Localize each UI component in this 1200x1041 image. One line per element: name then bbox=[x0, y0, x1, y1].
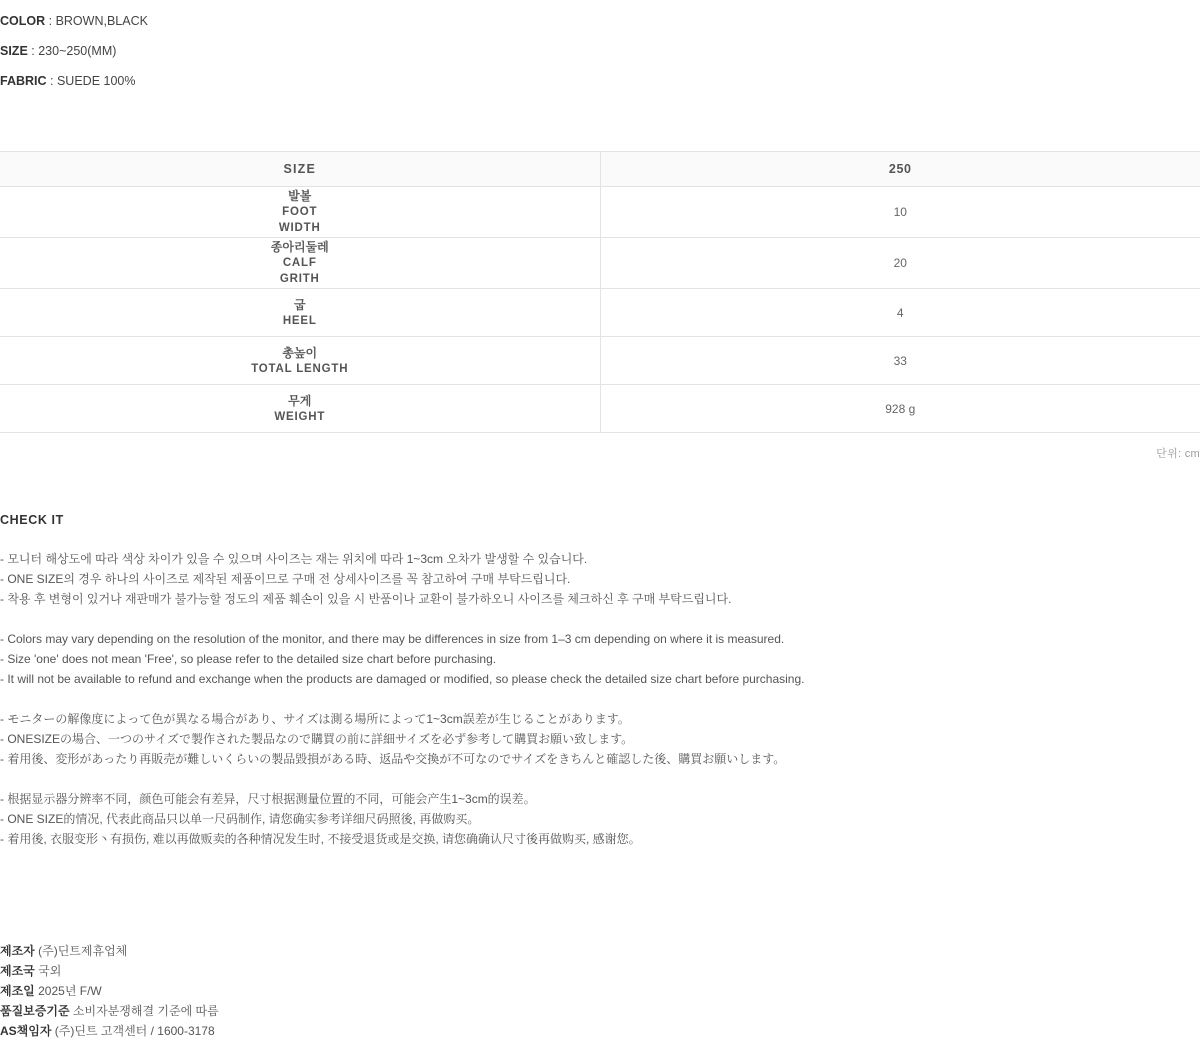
note-group-korean bbox=[0, 549, 1200, 609]
measure-label-en: TOTAL LENGTH bbox=[251, 362, 349, 375]
measure-value-total-length: 33 bbox=[600, 337, 1200, 385]
note-group-japanese bbox=[0, 709, 1200, 769]
note-line: - 着用後, 衣服变形丶有损伤, 难以再做贩卖的各种情况发生时, 不接受退货或是交换, 请您确确认尺寸後再做购买, 感谢您。 bbox=[0, 832, 641, 846]
spec-row-size bbox=[0, 36, 1200, 66]
maker-value: (주)딘트 고객센터 / 1600-3178 bbox=[54, 1024, 215, 1038]
spec-key-fabric: FABRIC bbox=[0, 74, 47, 88]
maker-row-as-contact bbox=[0, 1021, 1200, 1041]
maker-row-manufacturer bbox=[0, 941, 1200, 961]
note-line: - 모니터 해상도에 따라 색상 차이가 있을 수 있으며 사이즈는 재는 위치에 따라 1~3cm 오차가 발생할 수 있습니다. bbox=[0, 552, 588, 566]
maker-key: 제조국 bbox=[0, 964, 35, 978]
maker-key: AS책임자 bbox=[0, 1024, 52, 1038]
size-unit-note: 단위: cm bbox=[1156, 448, 1200, 460]
spec-row-color bbox=[0, 6, 1200, 36]
note-line: - 착용 후 변형이 있거나 재판매가 불가능할 정도의 제품 훼손이 있을 시 반품이나 교환이 불가하오니 사이즈를 체크하신 후 구매 부탁드립니다. bbox=[0, 592, 732, 606]
check-it-section bbox=[0, 513, 1200, 849]
maker-key: 제조자 bbox=[0, 944, 35, 958]
note-line: - Size 'one' does not mean 'Free', so please refer to the detailed size chart before purchasing. bbox=[0, 652, 497, 666]
spec-row-fabric bbox=[0, 66, 1200, 96]
measure-label-kr: 총높이 bbox=[282, 345, 318, 360]
table-header-size-value: 250 bbox=[600, 152, 1200, 187]
check-it-title: CHECK IT bbox=[0, 513, 64, 527]
table-header-row bbox=[0, 152, 1200, 187]
manufacturer-info bbox=[0, 941, 1200, 1041]
table-row bbox=[0, 385, 1200, 433]
maker-key: 제조일 bbox=[0, 984, 35, 998]
maker-value: (주)딘트제휴업체 bbox=[38, 944, 128, 958]
measure-label-kr: 굽 bbox=[293, 297, 306, 312]
note-line: - 着用後、変形があったり再販売が難しいくらいの製品毀損がある時、返品や交換が不可なのでサイズをきちんと確認した後、購買お願いします。 bbox=[0, 752, 786, 766]
size-chart-section bbox=[0, 151, 1200, 461]
note-line: - It will not be available to refund and exchange when the products are damaged or modified, so please check the detailed size chart before purchasing. bbox=[0, 672, 805, 686]
size-chart-table bbox=[0, 151, 1200, 433]
maker-value: 2025년 F/W bbox=[38, 984, 102, 998]
product-spec-list bbox=[0, 0, 1200, 96]
measure-label-en: FOOT bbox=[282, 206, 318, 218]
measure-label-weight bbox=[0, 385, 600, 433]
measure-value-calf-girth: 20 bbox=[600, 238, 1200, 289]
measure-label-kr: 종아리둘레 bbox=[270, 240, 329, 254]
measure-label-foot-width bbox=[0, 187, 600, 238]
measure-value-heel: 4 bbox=[600, 289, 1200, 337]
note-line: - ONESIZEの場合、一つのサイズで製作された製品なので購買の前に詳細サイズを必ず参考して購買お願い致します。 bbox=[0, 732, 634, 746]
maker-row-country bbox=[0, 961, 1200, 981]
measure-label-en2: WIDTH bbox=[278, 222, 321, 234]
note-line: - ONE SIZE的情况, 代表此商品只以单一尺码制作, 请您确实参考详细尺码照後, 再做购买。 bbox=[0, 812, 480, 826]
note-line: - Colors may vary depending on the resolution of the monitor, and there may be differences in size from 1–3 cm depending on where it is measured. bbox=[0, 632, 785, 646]
table-row bbox=[0, 337, 1200, 385]
measure-label-kr: 무게 bbox=[288, 393, 312, 408]
spec-key-size: SIZE bbox=[0, 44, 28, 58]
note-line: - ONE SIZE의 경우 하나의 사이즈로 제작된 제품이므로 구매 전 상세사이즈를 꼭 참고하여 구매 부탁드립니다. bbox=[0, 572, 571, 586]
note-group-english bbox=[0, 629, 1200, 689]
spec-value-color: : BROWN,BLACK bbox=[48, 14, 148, 28]
note-group-chinese bbox=[0, 789, 1200, 849]
measure-value-foot-width: 10 bbox=[600, 187, 1200, 238]
measure-label-en: CALF bbox=[282, 257, 317, 269]
table-header-size-label: SIZE bbox=[0, 152, 600, 187]
spec-key-color: COLOR bbox=[0, 14, 46, 28]
measure-label-total-length bbox=[0, 337, 600, 385]
table-row bbox=[0, 187, 1200, 238]
measure-label-heel bbox=[0, 289, 600, 337]
maker-row-warranty bbox=[0, 1001, 1200, 1021]
measure-label-kr: 발볼 bbox=[288, 189, 312, 203]
maker-key: 품질보증기준 bbox=[0, 1004, 70, 1018]
note-line: - 根据显示器分辨率不同，颜色可能会有差异，尺寸根据测量位置的不同，可能会产生1~3cm的误差。 bbox=[0, 792, 536, 806]
measure-label-calf-girth bbox=[0, 238, 600, 289]
table-row bbox=[0, 289, 1200, 337]
maker-value: 소비자분쟁해결 기준에 따름 bbox=[72, 1004, 219, 1018]
measure-label-en2: GRITH bbox=[279, 273, 320, 285]
maker-value: 국외 bbox=[38, 964, 62, 978]
measure-value-weight: 928 g bbox=[600, 385, 1200, 433]
spec-value-fabric: : SUEDE 100% bbox=[50, 74, 136, 88]
measure-label-en: HEEL bbox=[282, 314, 317, 327]
spec-value-size: : 230~250(MM) bbox=[31, 44, 117, 58]
measure-label-en: WEIGHT bbox=[274, 410, 326, 423]
table-row bbox=[0, 238, 1200, 289]
maker-row-date bbox=[0, 981, 1200, 1001]
note-line: - モニターの解像度によって色が異なる場合があり、サイズは測る場所によって1~3cm誤差が生じることがあります。 bbox=[0, 712, 630, 726]
